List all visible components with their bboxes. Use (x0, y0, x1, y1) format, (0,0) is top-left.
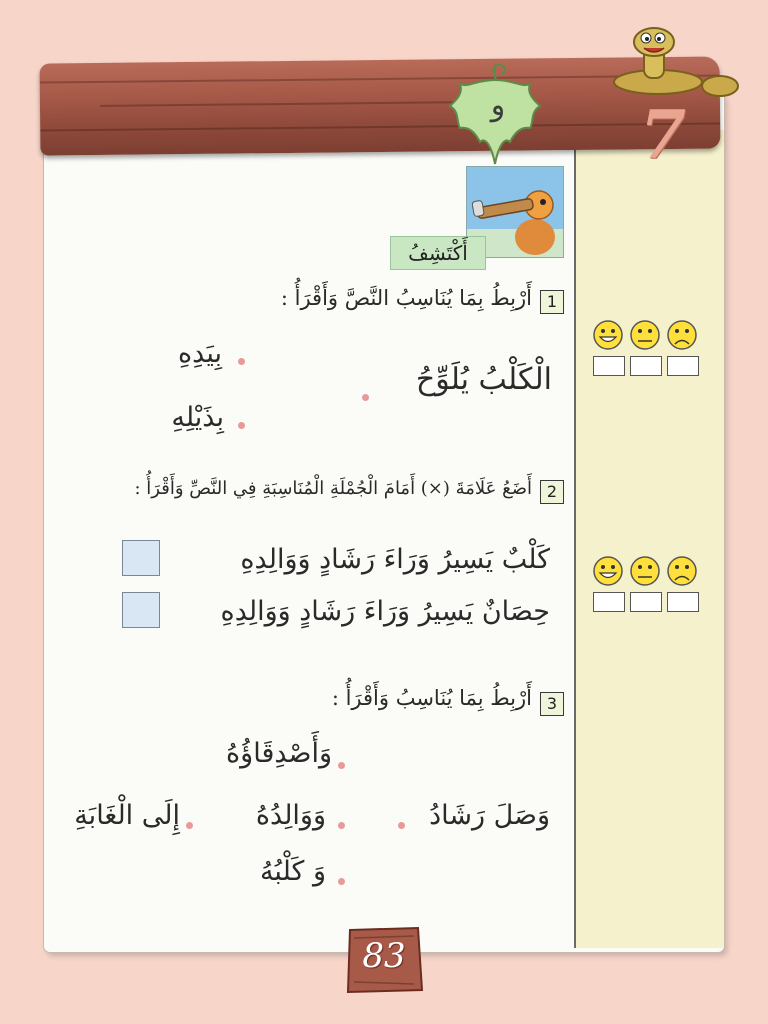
self-assessment-rating (592, 318, 702, 378)
answer-checkbox[interactable] (122, 540, 160, 576)
discover-label: أَكْتَشِفُ (390, 236, 486, 270)
leaf-letter: و (490, 88, 506, 123)
match-dot[interactable] (338, 822, 345, 829)
exercise-3-number: 3 (540, 692, 564, 716)
match-dot[interactable] (362, 394, 369, 401)
rating-box-neutral[interactable] (630, 592, 662, 612)
match-dot[interactable] (338, 762, 345, 769)
exercise-1-instruction: أَرْبِطُ بِمَا يُنَاسِبُ النَّصَّ وَأَقْرَأُ : (280, 286, 532, 310)
rating-box-sad[interactable] (667, 592, 699, 612)
neutral-face-icon (631, 321, 659, 349)
match-dot[interactable] (398, 822, 405, 829)
exercise-3-middle-1: وَأَصْدِقَاؤُهُ (226, 738, 332, 769)
rating-box-happy[interactable] (593, 592, 625, 612)
exercise-1-option-1: بِيَدِهِ (178, 338, 222, 369)
neutral-face-icon (631, 557, 659, 585)
match-dot[interactable] (338, 878, 345, 885)
page-number: 83 (362, 936, 406, 976)
sad-face-icon (668, 321, 696, 349)
match-dot[interactable] (238, 422, 245, 429)
exercise-2-sentence-1: كَلْبٌ يَسِيرُ وَرَاءَ رَشَادٍ وَوَالِدِهِ (240, 544, 550, 575)
rating-box-happy[interactable] (593, 356, 625, 376)
exercise-1-option-2: بِذَيْلِهِ (171, 402, 224, 433)
happy-face-icon (594, 557, 622, 585)
exercise-1-stem: الْكَلْبُ يُلَوِّحُ (415, 362, 552, 397)
unit-number: 7 (640, 96, 686, 174)
match-dot[interactable] (238, 358, 245, 365)
exercise-3-instruction: أَرْبِطُ بِمَا يُنَاسِبُ وَأَقْرَأُ : (331, 686, 532, 710)
match-dot[interactable] (186, 822, 193, 829)
exercise-3-middle-3: وَ كَلْبُهُ (259, 856, 326, 887)
answer-checkbox[interactable] (122, 592, 160, 628)
happy-face-icon (594, 321, 622, 349)
rating-box-neutral[interactable] (630, 356, 662, 376)
exercise-3-stem: وَصَلَ رَشَادُ (429, 800, 550, 831)
self-assessment-sidebar (574, 130, 724, 948)
rating-box-sad[interactable] (667, 356, 699, 376)
exercise-2-instruction: أَضَعُ عَلَامَةَ (×) أَمَامَ الْجُمْلَةِ الْمُنَاسِبَةِ فِي النَّصِّ وَأَقْرَأُ : (134, 478, 532, 499)
self-assessment-rating (592, 554, 702, 614)
sad-face-icon (668, 557, 696, 585)
exercise-1-number: 1 (540, 290, 564, 314)
exercise-2-sentence-2: حِصَانٌ يَسِيرُ وَرَاءَ رَشَادٍ وَوَالِدِهِ (220, 596, 550, 627)
exercise-3-middle-2: وَوَالِدُهُ (255, 800, 326, 831)
exercise-3-ending: إِلَى الْغَابَةِ (74, 800, 180, 831)
exercise-2-number: 2 (540, 480, 564, 504)
